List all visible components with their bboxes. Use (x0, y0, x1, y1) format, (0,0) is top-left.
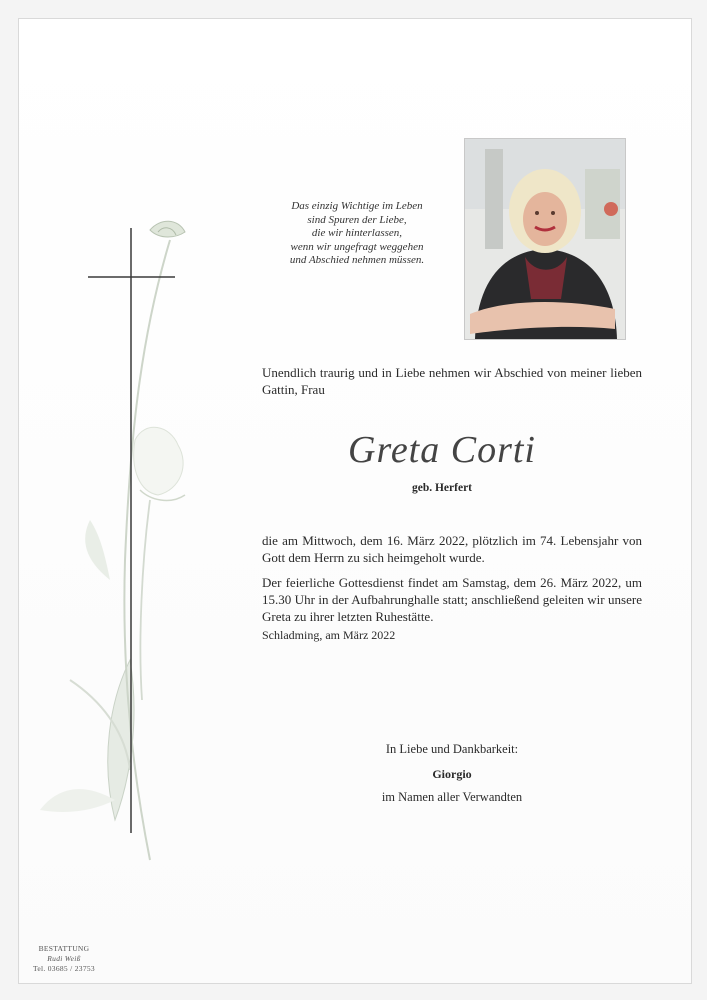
intro-text: Unendlich traurig und in Liebe nehmen wir Abschied von meiner lieben Gattin, Frau (262, 365, 642, 397)
quote-line: die wir hinterlassen, (311, 227, 403, 239)
quote-line: sind Spuren der Liebe, (307, 213, 407, 226)
quote-line: wenn wir ungefragt weggehen (290, 240, 424, 253)
quote-line: Das einzig Wichtige im Leben (291, 200, 423, 212)
flower-cross-illustration (30, 140, 210, 900)
place-date: Schladming, am März 2022 (262, 628, 396, 642)
signature-name: Giorgio (432, 767, 472, 781)
deceased-name: Greta Corti (348, 429, 536, 471)
undertaker-name: Rudi Weiß (47, 954, 81, 963)
death-notice-paragraph: die am Mittwoch, dem 16. März 2022, plötzlich im 74. Lebensjahr von Gott dem Herrn zu sich heimgeholt wurde. (262, 533, 642, 565)
portrait-photo (464, 138, 626, 340)
undertaker-stamp (24, 944, 104, 974)
service-paragraph: Der feierliche Gottesdienst findet am Samstag, dem 26. März 2022, um 15.30 Uhr in der Aufbahrunghalle statt; anschließend geleiten wir unsere Greta zu ihrer letzten Ruhestätte. (262, 575, 642, 624)
quote-line: und Abschied nehmen müssen. (289, 254, 425, 266)
undertaker-phone: Tel. 03685 / 23753 (33, 964, 95, 973)
birth-name: geb. Herfert (411, 482, 473, 494)
memorial-quote (262, 200, 452, 268)
undertaker-title: BESTATTUNG (38, 944, 90, 953)
signature-greeting: In Liebe und Dankbarkeit: (385, 742, 519, 756)
signature-relatives: im Namen aller Verwandten (381, 790, 523, 804)
